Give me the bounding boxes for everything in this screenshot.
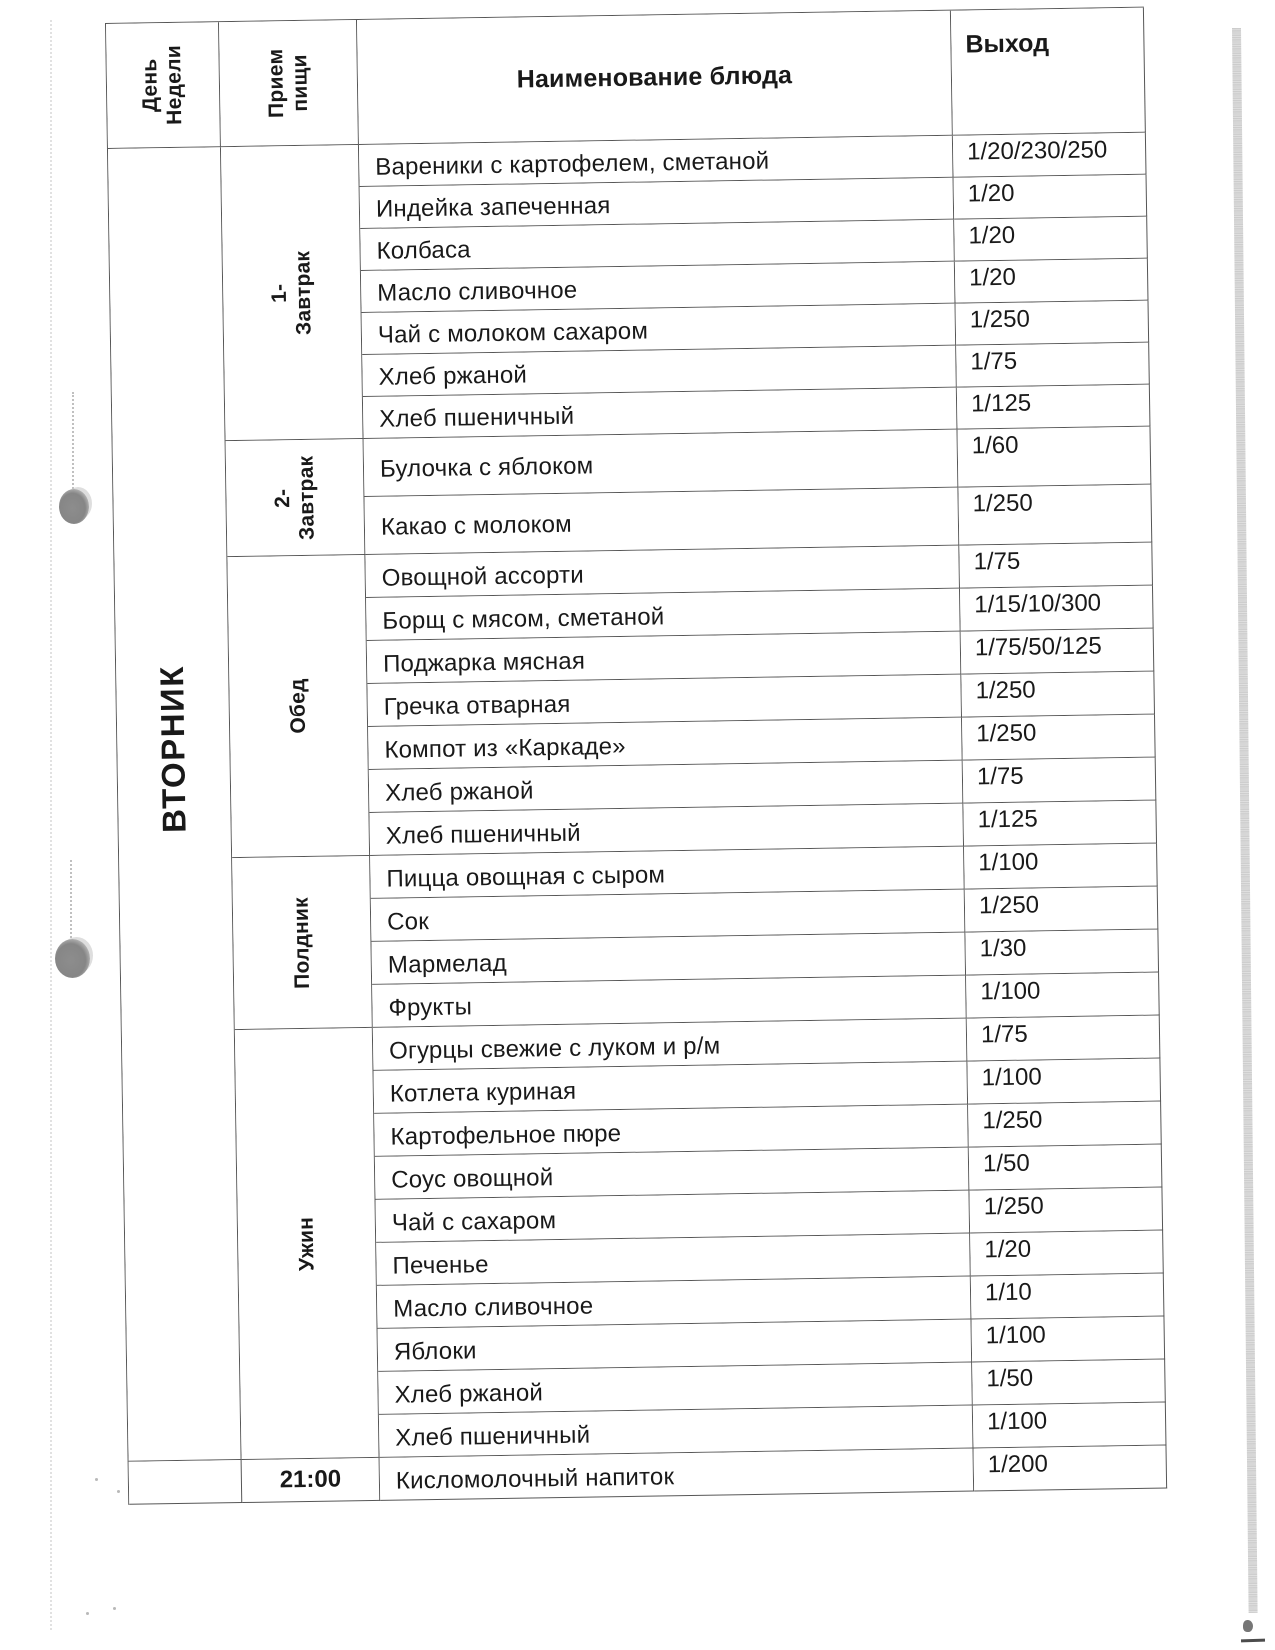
scanner-edge-streak <box>1232 28 1258 1613</box>
output-cell: 1/100 <box>967 1059 1161 1105</box>
output-cell: 1/20/230/250 <box>953 133 1147 178</box>
output-cell: 1/20 <box>955 259 1149 304</box>
output-cell: 1/250 <box>958 485 1152 546</box>
hole-punch-top <box>59 489 89 524</box>
output-cell: 1/75 <box>963 758 1157 804</box>
menu-table <box>105 7 1167 1505</box>
dish-cell: Огурцы свежие с луком и р/м <box>373 1019 968 1071</box>
output-cell: 1/50 <box>969 1145 1163 1191</box>
dish-cell: Кисломолочный напиток <box>380 1449 975 1501</box>
meal-cell <box>232 856 373 1030</box>
meal-label: 2- Завтрак <box>270 455 319 540</box>
output-cell: 1/125 <box>963 801 1157 847</box>
output-cell: 1/250 <box>961 672 1155 718</box>
header-day-of-week <box>106 22 221 149</box>
output-cell: 1/50 <box>972 1360 1166 1406</box>
output-cell: 1/20 <box>954 217 1148 262</box>
output-cell: 1/100 <box>964 844 1158 890</box>
output-cell: 1/75 <box>959 543 1153 589</box>
day-of-week-cell <box>108 147 242 1462</box>
output-cell: 1/250 <box>956 301 1150 346</box>
dish-cell: Хлеб пшеничный <box>369 804 964 856</box>
dish-cell: Котлета куриная <box>373 1062 968 1114</box>
dish-cell: Яблоки <box>378 1320 973 1372</box>
meal-cell <box>235 1028 380 1460</box>
dish-cell: Хлеб ржаной <box>369 761 964 813</box>
scan-smudge-line <box>1241 1639 1265 1642</box>
output-cell: 1/20 <box>954 175 1148 220</box>
dust-speck <box>113 1607 116 1610</box>
dish-cell: Сок <box>371 890 966 942</box>
output-cell: 1/250 <box>962 715 1156 761</box>
dish-cell: Чай с молоком сахаром <box>362 304 957 355</box>
meal-cell <box>227 555 370 858</box>
day-of-week-label: ВТОРНИК <box>152 664 193 834</box>
output-cell: 1/60 <box>957 427 1151 488</box>
output-cell: 1/20 <box>970 1231 1164 1277</box>
dish-cell: Печенье <box>376 1234 971 1286</box>
meal-cell <box>221 145 364 441</box>
output-cell: 1/15/10/300 <box>960 586 1154 632</box>
dish-cell: Картофельное пюре <box>374 1105 969 1157</box>
output-cell: 1/250 <box>969 1188 1163 1234</box>
dish-cell: Чай с сахаром <box>376 1191 971 1243</box>
dust-speck <box>95 1478 98 1481</box>
header-output <box>951 8 1146 136</box>
output-cell: 1/250 <box>968 1102 1162 1148</box>
dust-speck <box>117 1490 120 1493</box>
output-cell: 1/75 <box>956 343 1150 388</box>
dish-cell: Колбаса <box>360 220 955 271</box>
header-output-label: Выход <box>965 29 1050 59</box>
meal-cell <box>226 439 366 557</box>
meal-cell: 21:00 <box>242 1458 381 1503</box>
dish-cell: Борщ с мясом, сметаной <box>366 589 961 641</box>
dish-cell: Хлеб ржаной <box>362 346 957 397</box>
dish-cell: Масло сливочное <box>361 262 956 313</box>
output-cell: 1/200 <box>973 1446 1167 1492</box>
dust-speck <box>86 1612 89 1615</box>
scan-smudge <box>1243 1620 1253 1632</box>
output-cell: 1/100 <box>973 1403 1167 1449</box>
header-meal-label: Прием пищи <box>263 48 312 119</box>
dish-cell: Хлеб пшеничный <box>363 388 958 439</box>
dish-cell: Булочка с яблоком <box>364 430 959 497</box>
dish-cell: Хлеб пшеничный <box>379 1406 974 1458</box>
meal-label: 1-Завтрак <box>267 250 316 335</box>
dish-cell: Пицца овощная с сыром <box>370 847 965 899</box>
output-cell: 1/75/50/125 <box>961 629 1155 675</box>
dish-cell: Овощной ассорти <box>365 546 960 598</box>
dish-cell: Фрукты <box>372 976 967 1028</box>
hole-punch-bottom <box>55 939 90 978</box>
dish-cell: Масло сливочное <box>377 1277 972 1329</box>
output-cell: 1/100 <box>971 1317 1165 1363</box>
day-of-week-empty-cell <box>129 1460 243 1505</box>
scan-dotted-line <box>50 20 52 1630</box>
header-day-of-week-label: День Недели <box>138 44 187 126</box>
output-cell: 1/250 <box>965 887 1159 933</box>
output-cell: 1/75 <box>967 1016 1161 1062</box>
dish-cell: Поджарка мясная <box>367 632 962 684</box>
dish-cell: Индейка запеченная <box>360 178 955 229</box>
dish-cell: Мармелад <box>371 933 966 985</box>
scan-dotted-line <box>72 392 74 492</box>
dish-cell: Гречка отварная <box>367 675 962 727</box>
header-meal <box>219 20 359 147</box>
dish-cell: Какао с молоком <box>364 488 959 555</box>
meal-label: Обед <box>285 678 310 734</box>
dish-cell: Вареники с картофелем, сметаной <box>359 136 954 187</box>
scan-dotted-line <box>70 860 72 942</box>
header-dish-name-label: Наименование блюда <box>516 60 793 94</box>
output-cell: 1/30 <box>965 930 1159 976</box>
meal-label: Ужин <box>294 1216 318 1271</box>
header-dish-name <box>357 11 953 145</box>
output-cell: 1/125 <box>957 385 1151 430</box>
dish-cell: Хлеб ржаной <box>378 1363 973 1415</box>
dish-cell: Соус овощной <box>375 1148 970 1200</box>
output-cell: 1/100 <box>966 973 1160 1019</box>
dish-cell: Компот из «Каркаде» <box>368 718 963 770</box>
meal-label: Полдник <box>289 896 314 989</box>
output-cell: 1/10 <box>971 1274 1165 1320</box>
